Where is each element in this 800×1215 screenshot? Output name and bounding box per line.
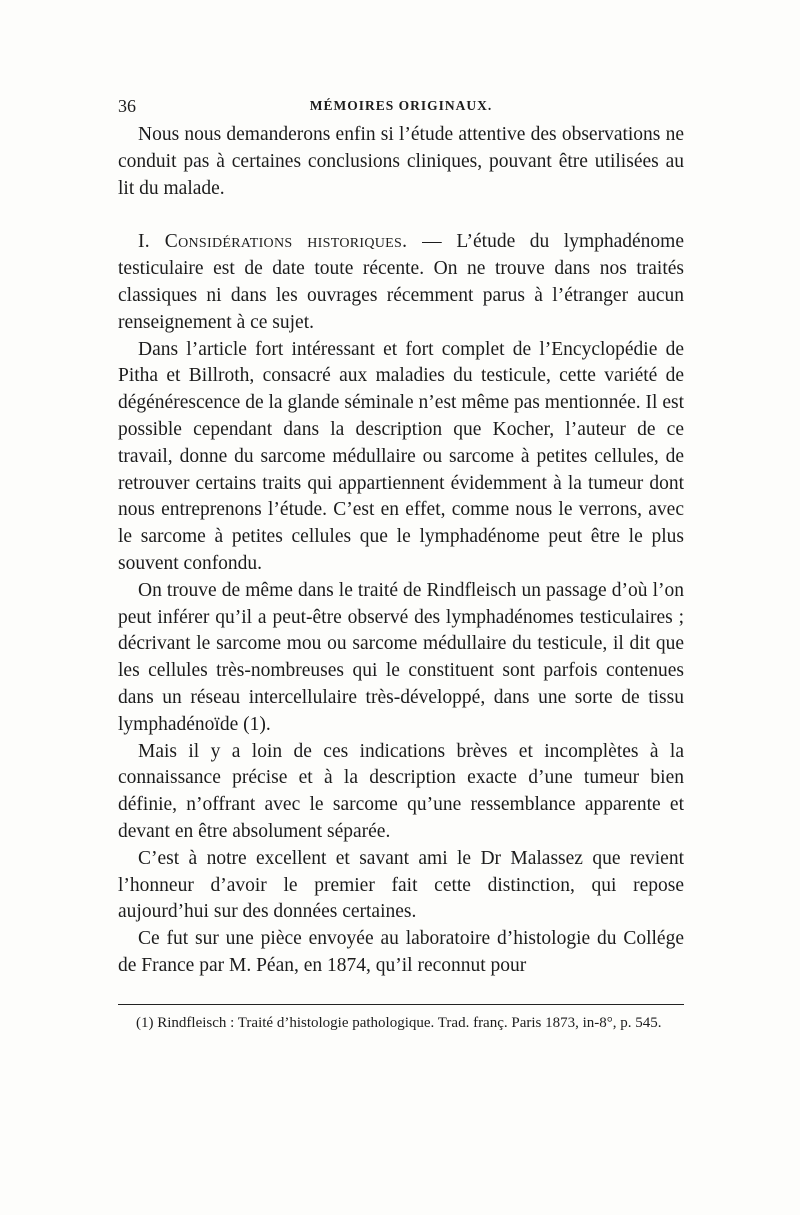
paragraph-4: On trouve de même dans le traité de Rindfleisch un passage d’où l’on peut inférer qu’il a peut-être observé des lymphadénomes testiculaires ; décrivant le sarcome mou ou sarcome médullaire du testicule, il dit que les cellules très-nombreuses qui le constituent sont parfois contenues dans un réseau intercellulaire très-développé, dans une sorte de tissu lymphadénoïde (1). [118,579,684,735]
paragraph-6: C’est à notre excellent et savant ami le Dr Malassez que revient l’honneur d’avoir le premier fait cette distinction, qui repose aujourd’hui sur des données certaines. [118,847,684,923]
document-page [118,96,684,1034]
page-number: 36 [118,96,136,116]
paragraph-1: Nous nous demanderons enfin si l’étude attentive des observations ne conduit pas à certaines conclusions cliniques, pouvant être utilisées au lit du malade. [118,124,684,199]
running-title: MÉMOIRES ORIGINAUX. [309,98,493,113]
paragraph-5: Mais il y a loin de ces indications brèves et incomplètes à la connaissance précise et à la description exacte d’une tumeur bien définie, n’offrant avec le sarcome qu’une ressemblance apparente et devant en être absolument séparée. [118,740,684,842]
paragraph-3: Dans l’article fort intéressant et fort complet de l’Encyclopédie de Pitha et Billroth, consacré aux maladies du testicule, cette variété de dégénérescence de la glande séminale n’est même pas mentionnée. Il est possible cependant dans la description que Kocher, l’auteur de ce travail, donne du sarcome médullaire ou sarcome à petites cellules, de retrouver certains traits qui appartiennent évidemment à la tumeur dont nous entreprenons l’étude. C’est en effet, comme nous le verrons, avec le sarcome à petites cellules que le lymphadénome peut être le plus souvent confondu. [118,338,684,574]
paragraph-7: Ce fut sur une pièce envoyée au laboratoire d’histologie du Collége de France par M. Péan, en 1874, qu’il reconnut pour [118,928,684,976]
footnote: (1) Rindfleisch : Traité d’histologie pathologique. Trad. franç. Paris 1873, in-8°, p. 545. [136,1014,662,1031]
paragraph-2-text: L’étude du lymphadénome testiculaire est de date toute récente. On ne trouve dans nos traités classiques ni dans les ouvrages récemment parus à l’étranger aucun renseignement à ce sujet. [118,231,685,333]
paragraph-2 [118,229,684,336]
footnote-divider [118,1004,684,1005]
section-heading: I. Considérations historiques. — [138,231,442,253]
running-header [118,96,684,122]
